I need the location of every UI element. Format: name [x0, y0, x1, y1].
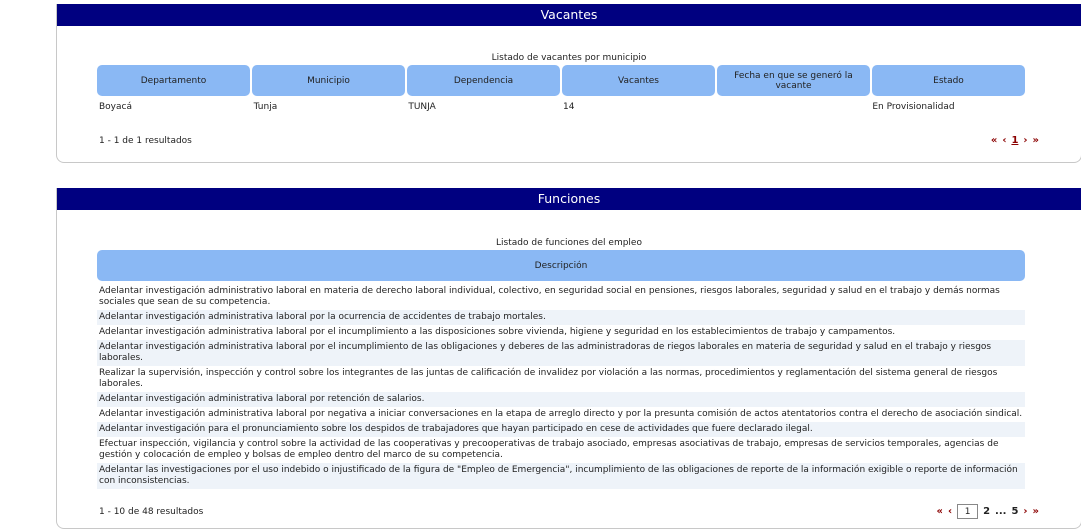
col-fecha[interactable]: Fecha en que se generó la vacante [717, 65, 870, 96]
list-item: Efectuar inspección, vigilancia y control sobre la actividad de las cooperativas y precooperativas de trabajo asociado, empresas asociativas de trabajo, empresas de servicios temporales, agencias de gestión y colocación de empleo y bolsas de empleo dentro del marco de su competencia. [99, 439, 999, 460]
cell-municipio: Tunja [253, 102, 278, 112]
list-item: Adelantar investigación administrativa laboral por negativa a iniciar conversaciones en la etapa de arreglo directo y por la presunta comisión de actos atentatorios contra el derecho de asociación sindical. [99, 409, 1023, 419]
col-municipio[interactable]: Municipio [252, 65, 405, 96]
vacantes-results-count: 1 - 1 de 1 resultados [99, 135, 192, 146]
list-item: Adelantar las investigaciones por el uso indebido o injustificado de la figura de "Empleo de Emergencia", incumplimiento de las obligaciones de reporte de la información exigible o reporte de información con inconsistencias. [97, 463, 1025, 489]
vacantes-title: Vacantes [57, 4, 1081, 26]
last-page-button[interactable]: » [1032, 135, 1039, 146]
prev-page-button[interactable]: ‹ [1002, 135, 1007, 146]
prev-page-button[interactable]: ‹ [947, 506, 953, 517]
col-descripcion[interactable]: Descripción [97, 250, 1025, 281]
vacantes-footer [99, 135, 1039, 146]
cell-fecha [716, 102, 869, 112]
page-5-link[interactable]: 5 [1011, 506, 1019, 517]
page-input[interactable]: 1 [957, 504, 978, 519]
first-page-button[interactable]: « [936, 506, 943, 517]
vacantes-caption: Listado de vacantes por municipio [491, 53, 647, 63]
list-item: Adelantar investigación administrativo laboral en materia de derecho laboral individual, colectivo, en seguridad social en pensiones, riesgos laborales, seguridad y salud en el trabajo y demás normas sociales que sean de su competencia. [99, 286, 1000, 307]
funciones-pager [936, 504, 1039, 519]
vacantes-pager [991, 135, 1039, 146]
cell-vacantes: 14 [563, 102, 575, 112]
vacantes-table-header [97, 65, 1025, 96]
next-page-button[interactable]: › [1023, 135, 1028, 146]
first-page-button[interactable]: « [990, 135, 998, 146]
last-page-button[interactable]: » [1032, 506, 1039, 517]
funciones-footer [99, 504, 1039, 519]
col-dependencia[interactable]: Dependencia [407, 65, 560, 96]
col-vacantes[interactable]: Vacantes [562, 65, 715, 96]
list-item: Adelantar investigación administrativa laboral por el incumplimiento de las obligaciones y deberes de las administradoras de riegos laborales en materia de seguridad y salud en el trabajo y riesgos laborales. [97, 340, 1025, 366]
funciones-table-header [97, 250, 1025, 281]
page-2-link[interactable]: 2 [983, 506, 991, 517]
list-item: Adelantar investigación administrativa laboral por retención de salarios. [97, 392, 1025, 407]
col-estado[interactable]: Estado [872, 65, 1025, 96]
funciones-list [97, 284, 1025, 489]
funciones-results-count: 1 - 10 de 48 resultados [99, 506, 204, 517]
funciones-caption: Listado de funciones del empleo [496, 238, 642, 248]
list-item: Adelantar investigación administrativa laboral por la ocurrencia de accidentes de trabajo mortales. [97, 310, 1025, 325]
list-item: Adelantar investigación administrativa laboral por el incumplimiento a las disposiciones sobre vivienda, higiene y seguridad en los establecimientos de trabajo y campamentos. [99, 327, 896, 337]
col-departamento[interactable]: Departamento [97, 65, 250, 96]
cell-estado: En Provisionalidad [872, 102, 955, 112]
vacantes-panel [56, 4, 1081, 163]
list-item: Realizar la supervisión, inspección y control sobre los integrantes de las juntas de calificación de invalidez por violación a las normas, procedimientos y reglamentación del sistema general de riesgos laborales. [99, 368, 998, 389]
table-row [97, 102, 1025, 112]
next-page-button[interactable]: › [1023, 506, 1028, 517]
funciones-title: Funciones [57, 188, 1081, 210]
pager-ellipsis: ... [995, 506, 1007, 517]
list-item: Adelantar investigación para el pronunciamiento sobre los despidos de trabajadores que hayan participado en cese de actividades que fuere declarado ilegal. [97, 422, 1025, 437]
cell-dependencia: TUNJA [408, 102, 436, 112]
funciones-panel [56, 188, 1081, 529]
current-page[interactable]: 1 [1011, 135, 1019, 146]
cell-departamento: Boyacá [99, 102, 132, 112]
